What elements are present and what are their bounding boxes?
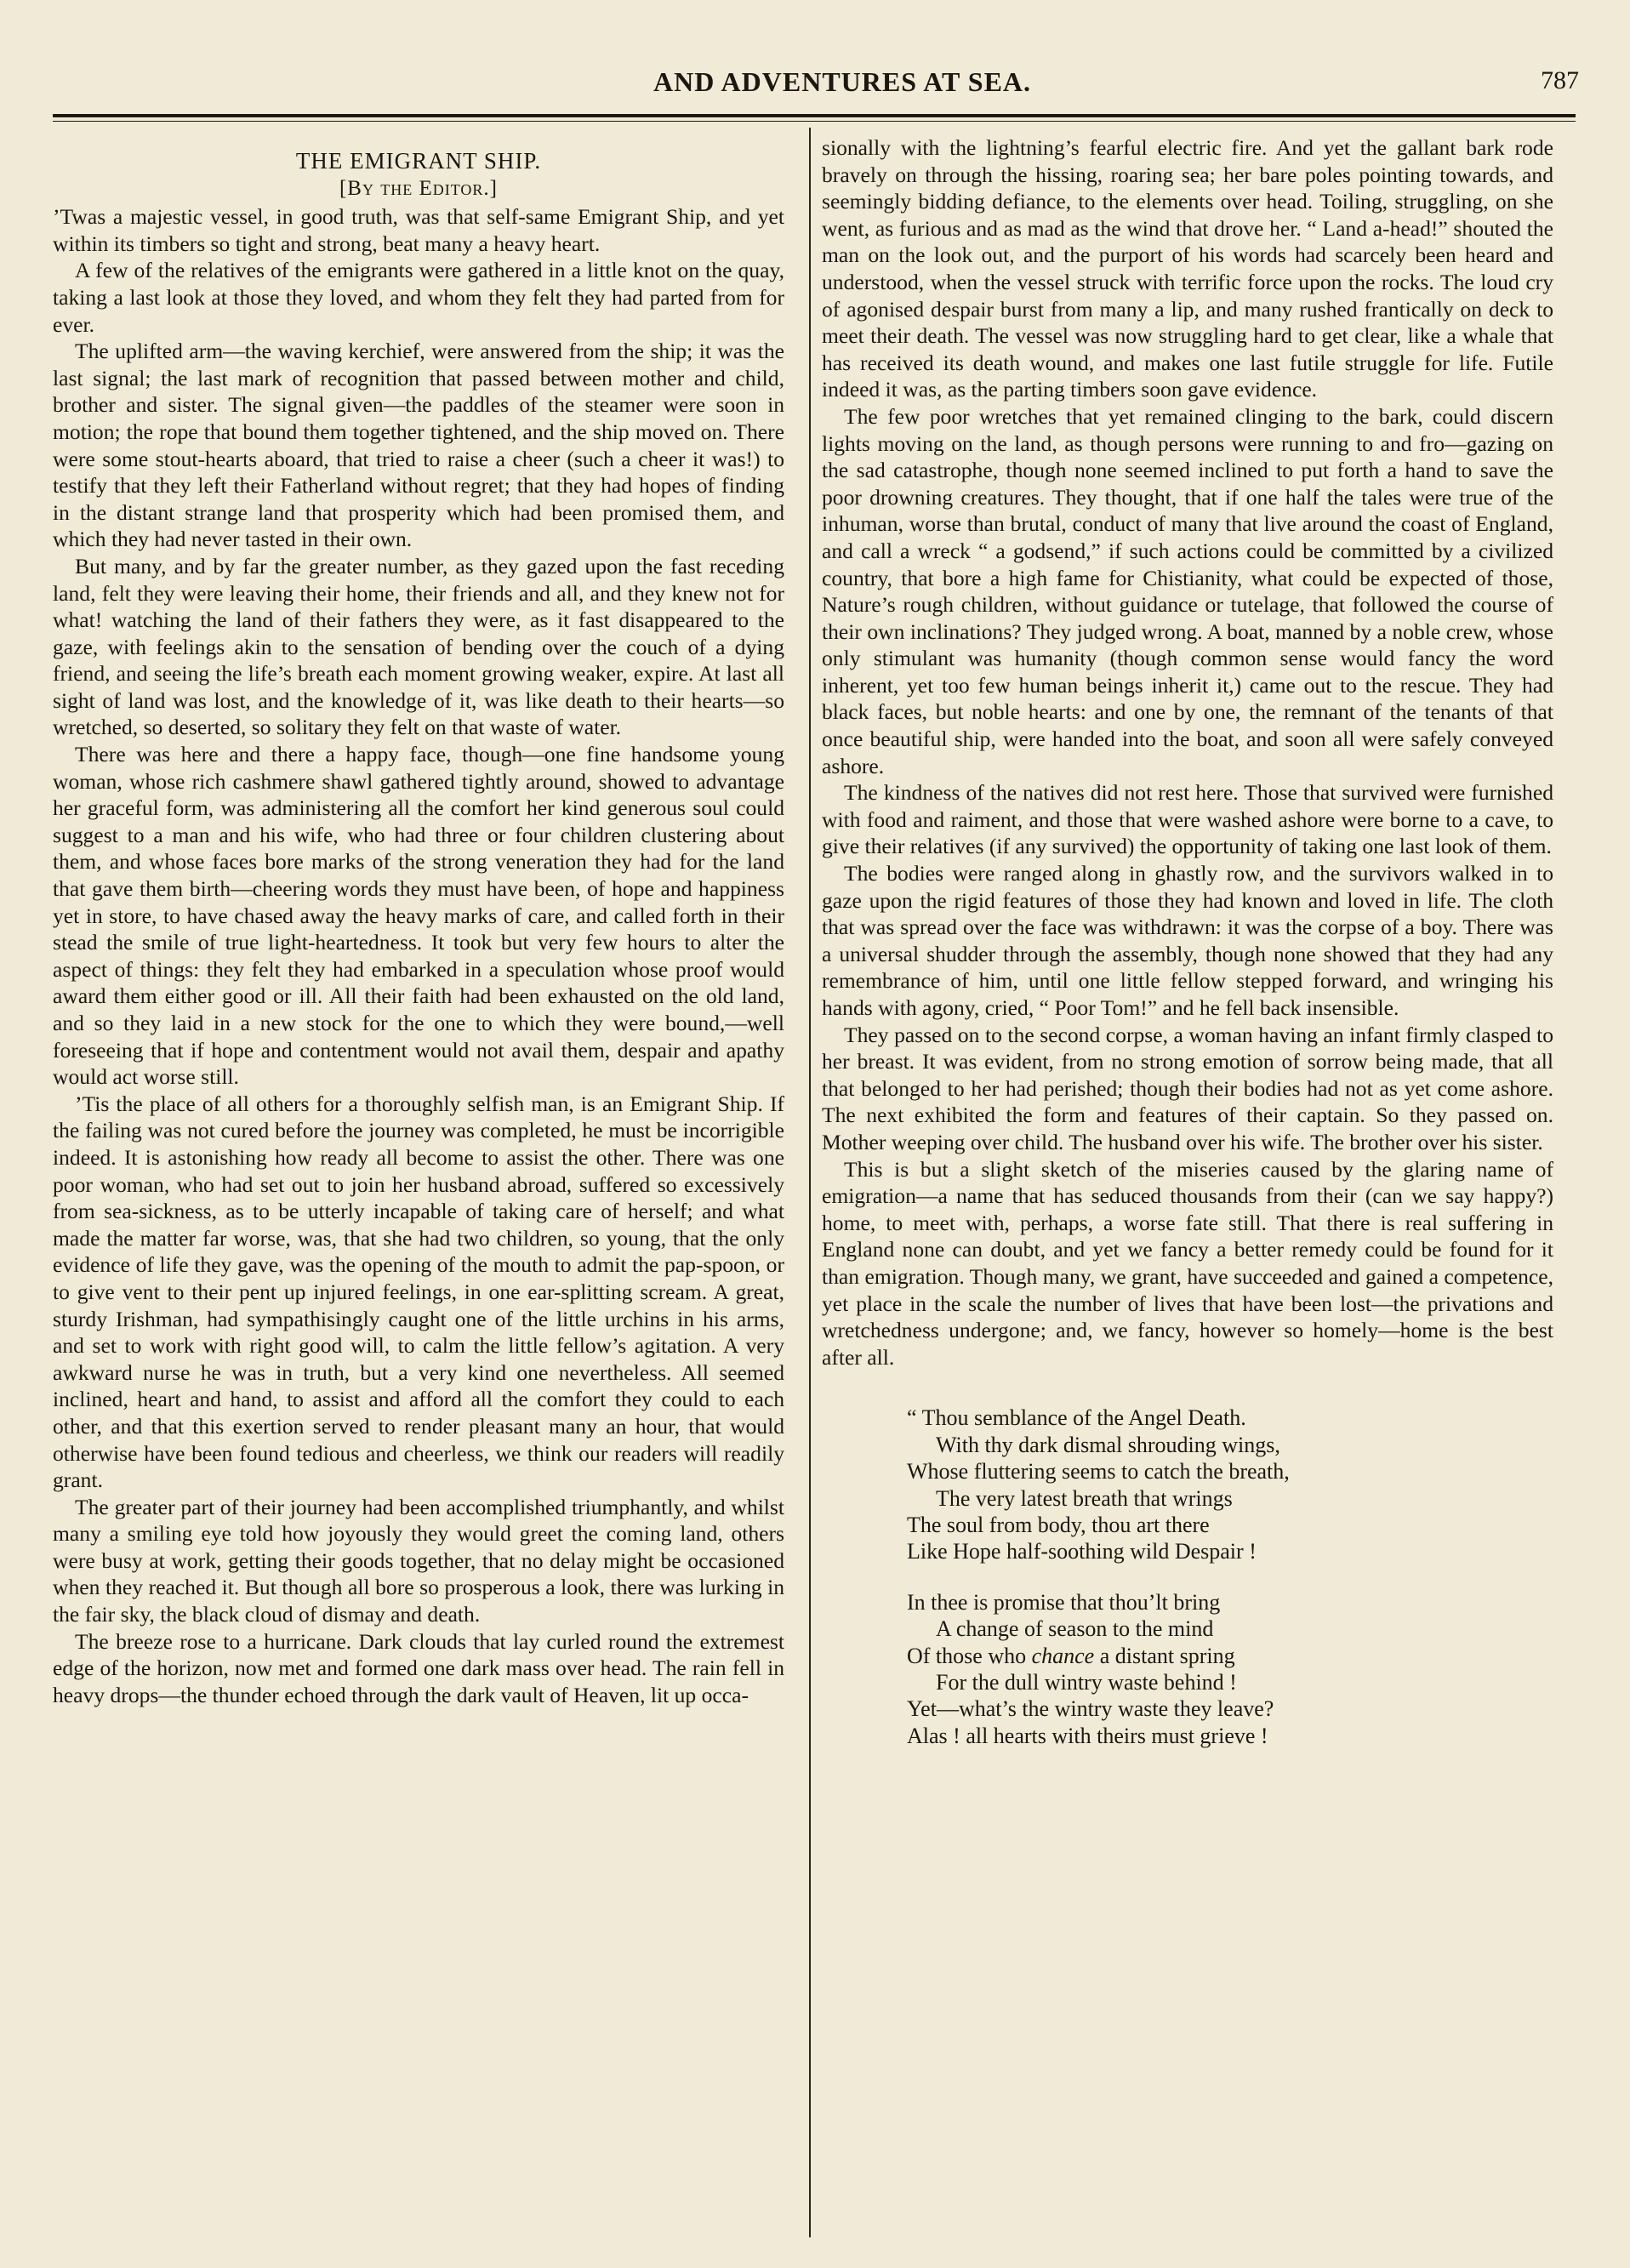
- paragraph: They passed on to the second corpse, a woman having an infant firmly clasped to her breast. It was evident, from no strong emotion of sorrow being made, that all that belonged to her had perished; though their bodies had not as yet come ashore. The next exhibited the form and features of their captain. So they passed on. Mother weeping over child. The husband over his wife. The brother over his sister.: [822, 1022, 1553, 1154]
- poem-line-start: Of those who: [907, 1643, 1027, 1668]
- poem-line: The very latest breath that wrings: [936, 1485, 1233, 1511]
- header-rule-thin: [53, 121, 1576, 122]
- paragraph: The uplifted arm—the waving kerchief, were answered from the ship; it was the last signal; the last mark of recognition that passed between mother and child, brother and sister. The signal given—the paddles of the steamer were soon in motion; the rope that bound them together tightened, and the ship moved on. There were some stout-hearts aboard, that tried to raise a cheer (such a cheer it was!) to testify that they left their Fatherland without regret; that they had hopes of finding in the distant strange land that prosperity which had been promised them, and which they had never tasted in their own.: [53, 339, 784, 552]
- poem-stanza: [907, 1405, 1553, 1564]
- paragraph: sionally with the lightning’s fearful electric fire. And yet the gallant bark rode bravely on through the hissing, roaring sea; her bare poles pointing towards, and seemingly bidding defiance, to the elements over head. Toiling, struggling, on she went, as furious and as mad as the wind that drove her. “ Land a-head!” shouted the man on the look out, and the purport of his words had scarcely been heard and understood, when the vessel struck with terrific force upon the rocks. The loud cry of agonised despair burst from many a lip, and many rushed frantically on deck to meet their death. The vessel was now struggling hard to get clear, like a whale that has received its death wound, and makes one last futile struggle for life. Futile indeed it was, as the parting timbers soon gave evidence.: [822, 135, 1553, 402]
- paragraph: A few of the relatives of the emigrants were gathered in a little knot on the quay, taking a last look at those they loved, and whom they felt they had parted from for ever.: [53, 258, 784, 337]
- paragraph: The few poor wretches that yet remained clinging to the bark, could discern lights moving on the land, as though persons were running to and fro—gazing on the sad catastrophe, though none seemed inclined to put forth a hand to save the poor drowning creatures. They thought, that if one half the tales were true of the inhuman, worse than brutal, conduct of many that live around the coast of England, and call a wreck “ a godsend,” if such actions could be committed by a civilized country, that bore a high fame for Chistianity, what could be expected of those, Nature’s rough children, without guidance or tutelage, that followed the course of their own inclinations? They judged wrong. A boat, manned by a noble crew, whose only stimulant was humanity (though common sense would fancy the word inherent, yet too few human beings inherit it,) came out to the rescue. They had black faces, but noble hearts: and one by one, the remnant of the tenants of that once beautiful ship, were handed into the boat, and soon all were safely conveyed ashore.: [822, 403, 1553, 778]
- poem-line: A change of season to the mind: [936, 1616, 1214, 1642]
- paragraph: This is but a slight sketch of the miseries caused by the glaring name of emigration—a name that has seduced thousands from their (can we say happy?) home, to meet with, perhaps, a worse fate still. That there is real suffering in England none can doubt, and yet we fancy a better remedy could be found for it than emigration. Though many, we grant, have succeeded and gained a competence, yet place in the scale the number of lives that have been lost—the privations and wretchedness undergone; and, we fancy, however so homely—home is the best after all.: [822, 1156, 1553, 1370]
- poem-line-end: a distant spring: [1099, 1643, 1235, 1668]
- page-number: 787: [1541, 66, 1579, 94]
- poem-emphasis: chance: [1031, 1643, 1095, 1668]
- right-column: [822, 134, 1553, 1773]
- paragraph: The greater part of their journey had been accomplished triumphantly, and whilst many a smiling eye told how joyously they would greet the coming land, others were busy at work, getting their goods together, that no delay might be occasioned when they reached it. But though all bore so prosperous a look, there was lurking in the fair sky, the black cloud of dismay and death.: [53, 1494, 784, 1627]
- poem-line: [907, 1643, 1553, 1669]
- poem-line: For the dull wintry waste behind !: [936, 1669, 1237, 1695]
- header-rule: [53, 114, 1576, 117]
- paragraph: But many, and by far the greater number, as they gazed upon the fast receding land, felt they were leaving their home, their friends and all, and they knew not for what! watching the land of their fathers they were, as it fast disappeared to the gaze, with feelings akin to the sensation of bending over the couch of a dying friend, and seeing the life’s breath each moment growing weaker, expire. At last all sight of land was lost, and the knowledge of it, was like death to their hearts—so wretched, so deserted, so solitary they felt on that waste of water.: [53, 553, 784, 740]
- running-head: AND ADVENTURES AT SEA.: [653, 66, 1032, 97]
- poem-line: The soul from body, thou art there: [907, 1512, 1210, 1537]
- left-column: [53, 136, 784, 1708]
- poem-line: With thy dark dismal shrouding wings,: [936, 1432, 1280, 1457]
- paragraph: ’Twas a majestic vessel, in good truth, was that self-same Emigrant Ship, and yet within its timbers so tight and strong, beat many a heavy heart.: [53, 204, 784, 256]
- poem-line: “ Thou semblance of the Angel Death.: [907, 1405, 1246, 1431]
- poem: [822, 1405, 1553, 1749]
- poem-line: Like Hope half-soothing wild Despair !: [907, 1539, 1257, 1564]
- poem-line: Alas ! all hearts with theirs must grieve !: [907, 1723, 1268, 1748]
- paragraph: There was here and there a happy face, though—one fine handsome young woman, whose rich cashmere shawl gathered tightly around, showed to advantage her graceful form, was administering all the comfort her kind generous soul could suggest to a man and his wife, who had three or four children clustering about them, and whose faces bore marks of the strong veneration they had for the land that gave them birth—cheering words they must have been, of hope and happiness yet in store, to have chased away the heavy marks of care, and called forth in their stead the smile of true light-heartedness. It took but very few hours to alter the aspect of things: they felt they had embarked in a speculation whose proof would award them either good or ill. All their faith had been exhausted on the old land, and so they laid in a new stock for the one to which they were bound,—well foreseeing that if hope and contentment would not avail them, despair and apathy would act worse still.: [53, 742, 784, 1090]
- poem-line: Yet—what’s the wintry waste they leave?: [907, 1696, 1274, 1722]
- column-divider: [809, 128, 811, 2237]
- paragraph: ’Tis the place of all others for a thoroughly selfish man, is an Emigrant Ship. If the failing was not cured before the journey was completed, he must be incorrigible indeed. It is astonishing how ready all become to assist the other. There was one poor woman, who had set out to join her husband abroad, suffered so excessively from sea-sickness, as to be utterly incapable of taking care of herself; and what made the matter far worse, was, that she had two children, so young, that the only evidence of life they gave, was the opening of the mouth to admit the pap-spoon, or to give vent to their pent up injured feelings, in one ear-splitting scream. A great, sturdy Irishman, had sympathisingly caught one of the little urchins in his arms, and set to work with right good will, to calm the little fellow’s agitation. A very awkward nurse he was in truth, but a very kind one nevertheless. All seemed inclined, heart and hand, to assist and afford all the comfort they could to each other, and that this exertion served to render pleasant many an hour, that would otherwise have been found tedious and cheerless, we think our readers will readily grant.: [53, 1091, 784, 1493]
- paragraph: The kindness of the natives did not rest here. Those that survived were furnished with food and raiment, and those that were washed ashore were borne to a cave, to give their relatives (if any survived) the opportunity of taking one last look of them.: [822, 780, 1553, 859]
- poem-line: Whose fluttering seems to catch the breath,: [907, 1459, 1290, 1484]
- poem-stanza: [907, 1589, 1553, 1749]
- paragraph: The bodies were ranged along in ghastly row, and the survivors walked in to gaze upon the rigid features of those they had known and loved in life. The cloth that was spread over the face was withdrawn: it was the corpse of a boy. There was a universal shudder through the assembly, though none showed that they had any remembrance of him, until one little fellow stepped forward, and wringing his hands with agony, cried, “ Poor Tom!” and he fell back insensible.: [822, 861, 1553, 1020]
- byline: [By the Editor.]: [339, 176, 498, 200]
- paragraph: The breeze rose to a hurricane. Dark clouds that lay curled round the extremest edge of the horizon, now met and formed one dark mass over head. The rain fell in heavy drops—the thunder echoed through the dark vault of Heaven, lit up occa-: [53, 1628, 784, 1707]
- poem-line: In thee is promise that thou’lt bring: [907, 1589, 1221, 1615]
- article-title: THE EMIGRANT SHIP.: [295, 148, 542, 174]
